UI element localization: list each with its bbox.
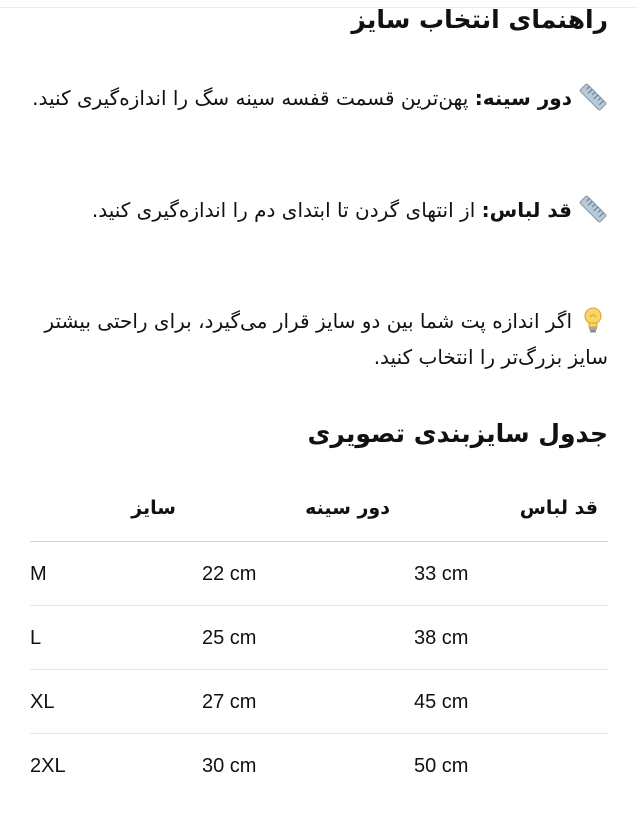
length-measure-instruction [30, 192, 608, 228]
ruler-icon [578, 194, 608, 224]
table-row [30, 734, 608, 798]
table-header-size: سایز [131, 497, 176, 519]
chest-cell: 27 cm [202, 691, 257, 713]
length-cell: 45 cm [414, 691, 469, 713]
chest-cell: 25 cm [202, 627, 257, 649]
size-cell: 2XL [30, 755, 66, 777]
size-cell: XL [30, 691, 55, 713]
length-text: از انتهای گردن تا ابتدای دم را اندازه‌گیری کنید. [91, 198, 476, 222]
length-cell: 33 cm [414, 563, 469, 585]
size-guide-title: راهنمای انتخاب سایز [351, 5, 608, 34]
chest-cell: 30 cm [202, 755, 257, 777]
chest-measure-instruction [30, 80, 608, 116]
chest-cell: 22 cm [202, 563, 257, 585]
size-table-title: جدول سایزبندی تصویری [307, 419, 608, 448]
table-row [30, 670, 608, 734]
chest-label: دور سینه: [474, 86, 572, 110]
table-row [30, 606, 608, 670]
light-bulb-icon [578, 305, 608, 335]
chest-text: پهن‌ترین قسمت قفسه سینه سگ را اندازه‌گیری کنید. [32, 86, 469, 110]
length-cell: 50 cm [414, 755, 469, 777]
tip-text: اگر اندازه پت شما بین دو سایز قرار می‌گیرد، برای راحتی بیشتر سایز بزرگ‌تر را انتخاب کنید. [44, 309, 608, 369]
length-cell: 38 cm [414, 627, 469, 649]
length-label: قد لباس: [481, 198, 572, 222]
table-row [30, 542, 608, 606]
size-tip [30, 303, 608, 375]
size-cell: L [30, 627, 42, 649]
size-cell: M [30, 563, 47, 585]
table-header-length: قد لباس [519, 497, 598, 519]
table-header-chest: دور سینه [305, 497, 390, 519]
ruler-icon [578, 82, 608, 112]
